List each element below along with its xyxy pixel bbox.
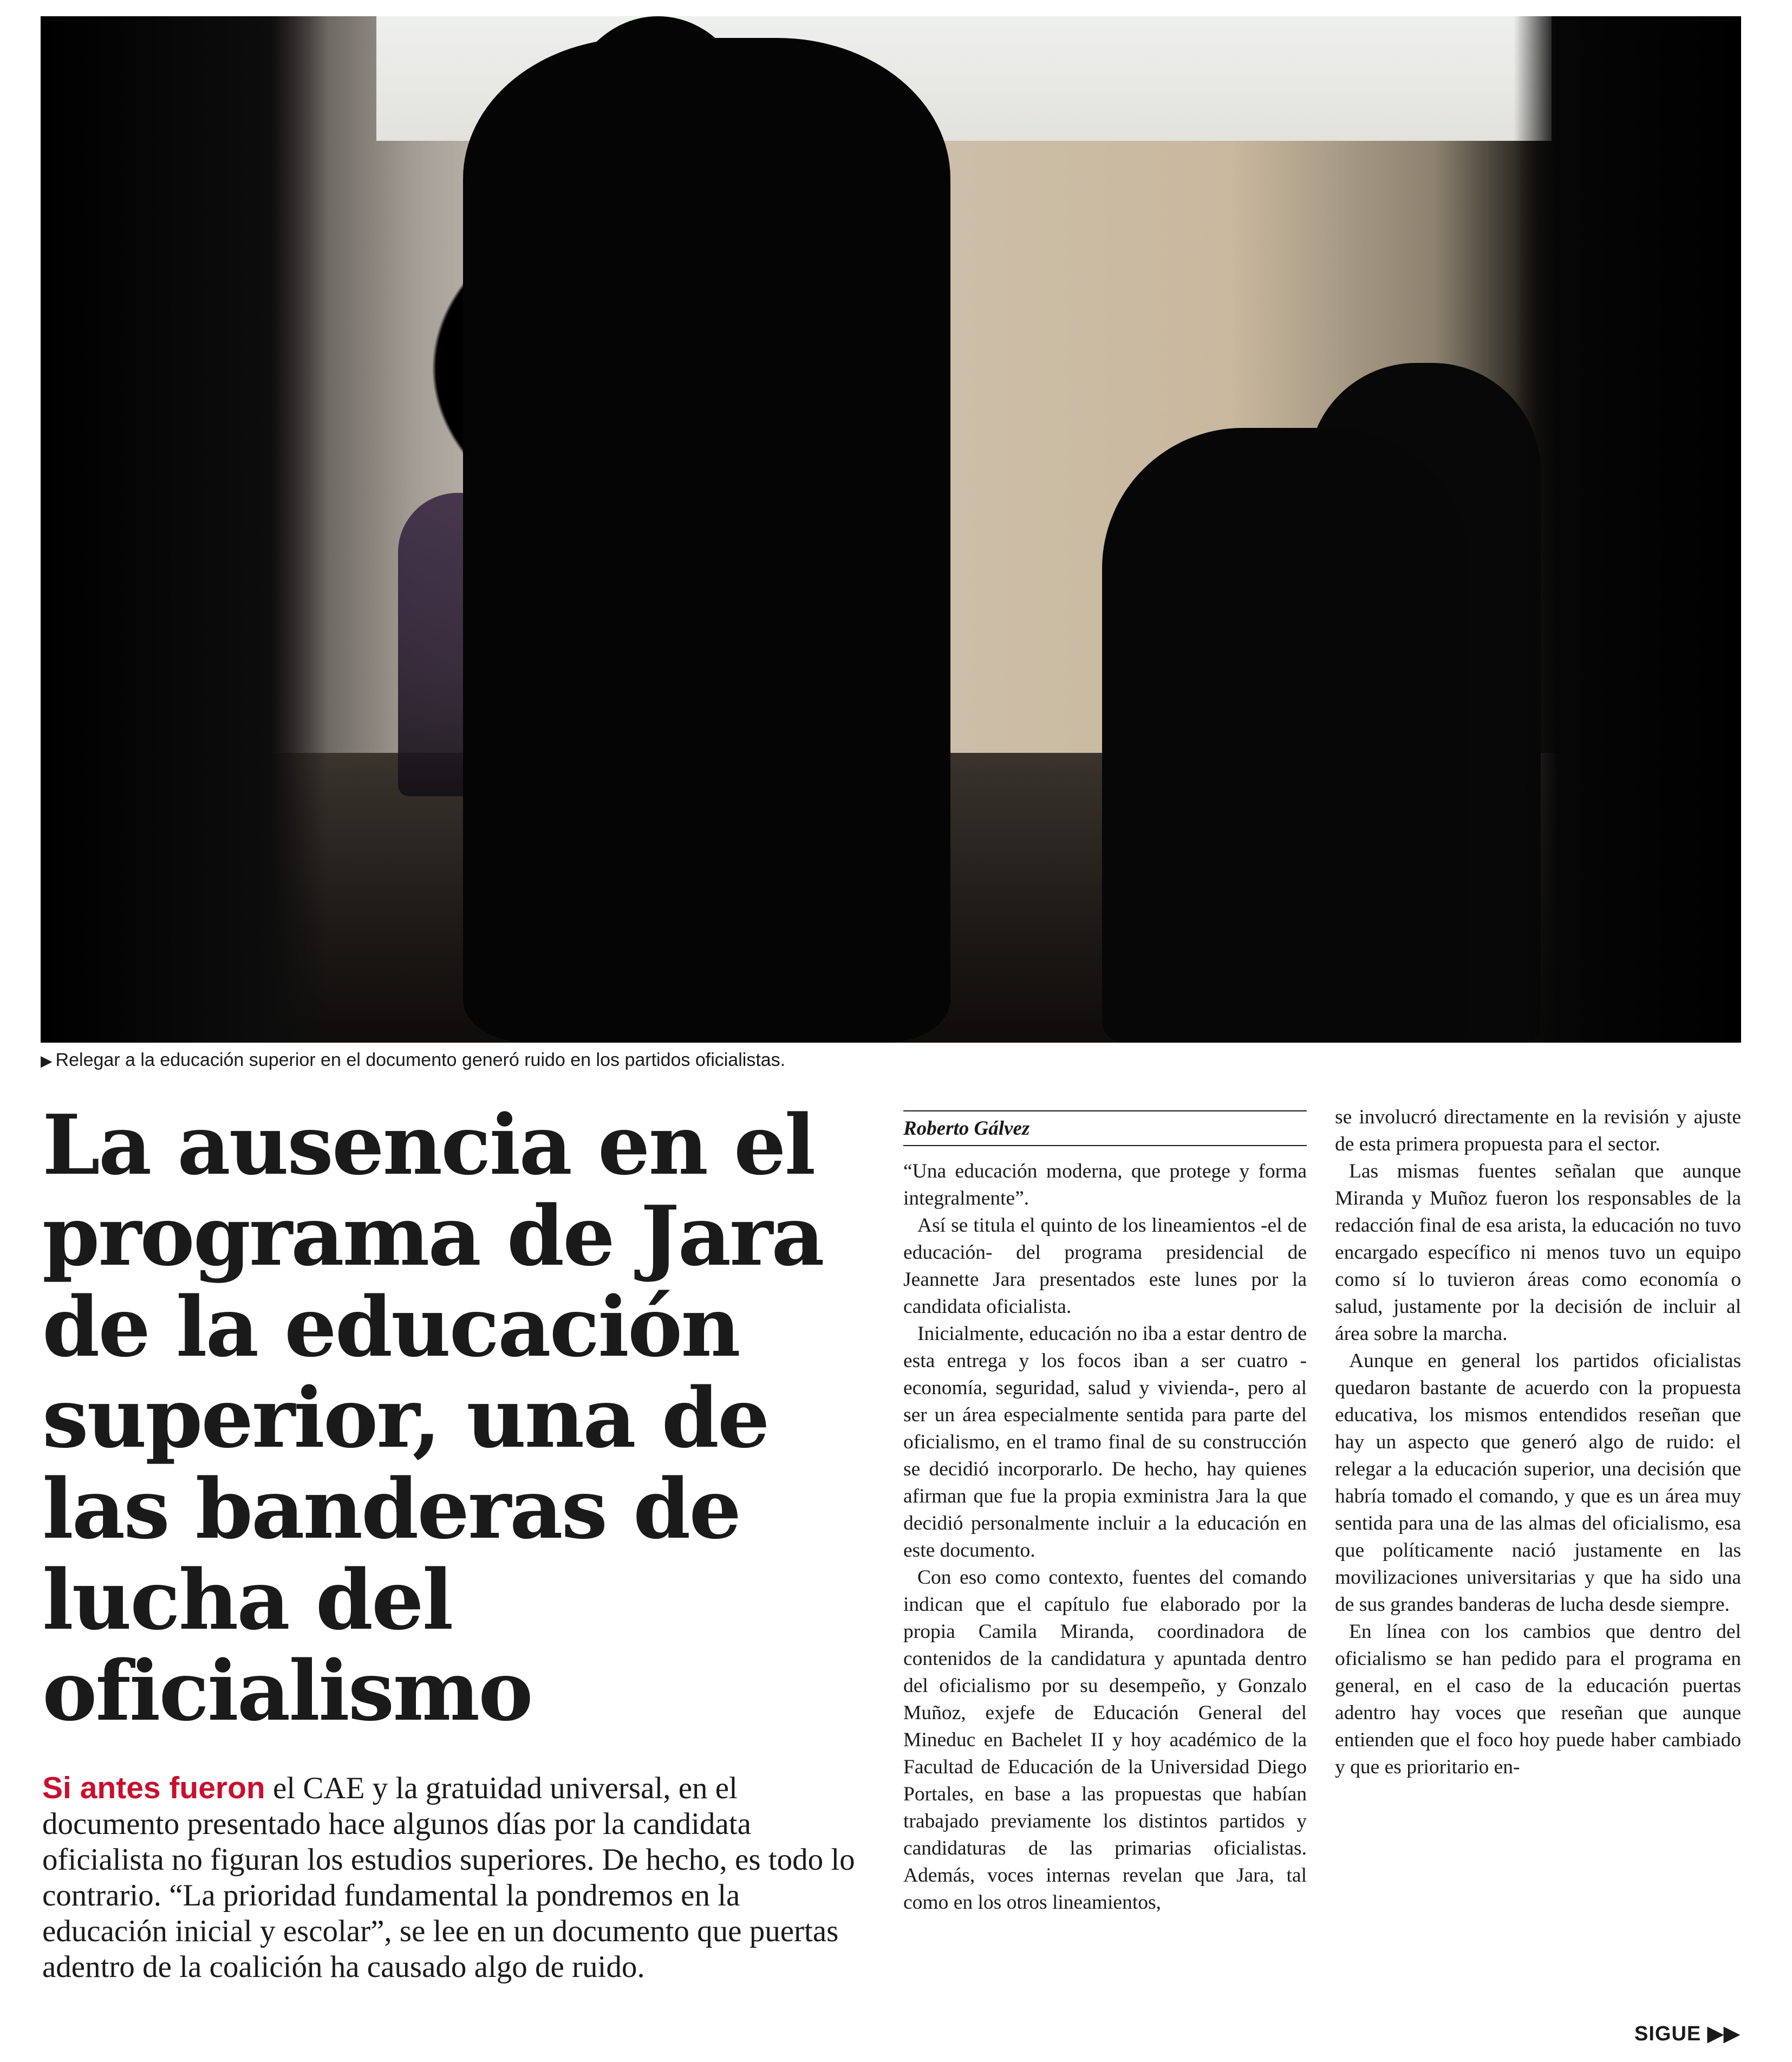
column1-paragraph: Inicialmente, educación no iba a estar dentro de esta entrega y los focos iban a ser cuatro -economía, seguridad, salud y vivienda-, pero al ser un área especialmente sentida para parte del oficialismo, en el tramo final de su construcción se decidió incorporarlo. De hecho, hay quienes afirman que fue la propia exministra Jara la que decidió personalmente incluir a la educación en este documento.	[903, 1323, 1307, 1562]
caption-text: Relegar a la educación superior en el documento generó ruido en los partidos oficialistas.	[55, 1050, 786, 1070]
column1-paragraph: Así se titula el quinto de los lineamientos -el de educación- del programa presidencial de Jeannette Jara presentados este lunes por la candidata oficialista.	[903, 1214, 1307, 1318]
photo-right-column	[1514, 16, 1741, 1043]
continue-arrows-icon: ▶▶	[1707, 2022, 1741, 2045]
column1-paragraph: “Una educación moderna, que protege y forma integralmente”.	[903, 1160, 1307, 1209]
article-column-1	[903, 1158, 1307, 1916]
article-column-2	[1335, 1104, 1741, 1781]
column2-paragraph: Las mismas fuentes señalan que aunque Miranda y Muñoz fueron los responsables de la redacción final de esa arista, la educación no tuvo encargado específico ni menos tuvo un equipo como sí lo tuvieron áreas como economía o salud, justamente por la decisión de incluir al área sobre la marcha.	[1335, 1160, 1741, 1345]
column1-paragraph: Con eso como contexto, fuentes del comando indican que el capítulo fue elaborado por la propia Camila Miranda, coordinadora de contenidos de la candidatura y apuntada dentro del oficialismo por su desempeño, y Gonzalo Muñoz, exjefe de Educación General del Mineduc en Bachelet II y hoy académico de la Facultad de Educación de la Universidad Diego Portales, en base a las propuestas que habían trabajado previamente los distintos partidos y candidaturas de las primarias oficialistas. Además, voces internas revelan que Jara, tal como en los otros lineamientos,	[903, 1566, 1307, 1914]
continue-marker	[1634, 2021, 1740, 2046]
column2-paragraph: Aunque en general los partidos oficialistas quedaron bastante de acuerdo con la propuesta educativa, los mismos entendidos reseñan que hay un aspecto que generó algo de ruido: el relegar a la educación superior, una decisión que habría tomado el comando, y que es un área muy sentida para una de las almas del oficialismo, esa que políticamente nació justamente en las movilizaciones universitarias y que ha sido una de sus grandes banderas de lucha desde siempre.	[1335, 1350, 1741, 1616]
photo-caption	[41, 1050, 785, 1071]
photo-silhouette-middle	[1102, 428, 1470, 1043]
article-photo	[41, 16, 1741, 1043]
photo-left-column	[41, 16, 328, 1043]
article-lead	[42, 1770, 865, 1985]
article-headline: La ausencia en el programa de Jara de la educación superior, una de las banderas de lucha del oficialismo	[42, 1096, 823, 1739]
photo-silhouette-main	[463, 38, 950, 1043]
caption-arrow-icon: ▶	[41, 1052, 53, 1069]
article-byline: Roberto Gálvez	[903, 1110, 1307, 1146]
lead-text: el CAE y la gratuidad universal, en el documento presentado hace algunos días por la candidata oficialista no figuran los estudios superiores. De hecho, es todo lo contrario. “La prioridad fundamental la pondremos en la educación inicial y escolar”, se lee en un documento que puertas adentro de la coalición ha causado algo de ruido.	[42, 1771, 855, 1984]
continue-label: SIGUE	[1634, 2022, 1702, 2045]
column2-paragraph: En línea con los cambios que dentro del oficialismo se han pedido para el programa en general, en el caso de la educación puertas adentro hay voces que reseñan que aunque entienden que el foco hoy puede haber cambiado y que es prioritario en-	[1335, 1621, 1741, 1778]
column2-paragraph: se involucró directamente en la revisión y ajuste de esta primera propuesta para el sector.	[1335, 1106, 1741, 1155]
lead-kicker: Si antes fueron	[42, 1771, 265, 1805]
